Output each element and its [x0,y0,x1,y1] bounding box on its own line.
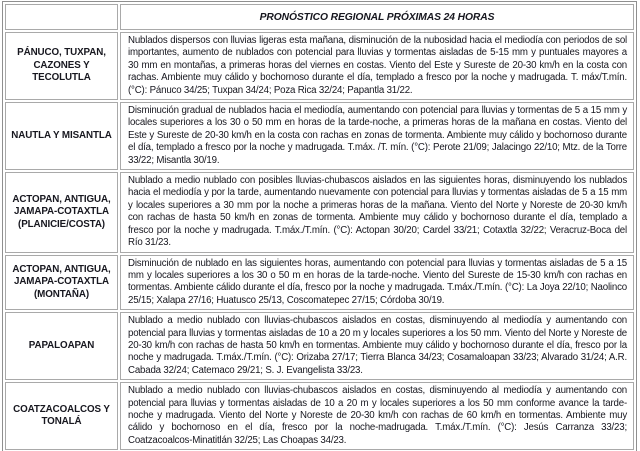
header-empty-cell [5,4,118,30]
region-cell-actopan-planicie: ACTOPAN, ANTIGUA, JAMAPA-COTAXTLA (PLANICIE/COSTA) [5,172,118,252]
region-cell-panuco: PÁNUCO, TUXPAN, CAZONES Y TECOLUTLA [5,32,118,100]
table-row [5,382,634,450]
table-row [5,102,634,170]
table-title: PRONÓSTICO REGIONAL PRÓXIMAS 24 HORAS [120,4,634,30]
regional-forecast-table [2,1,637,451]
region-cell-papaloapan: PAPALOAPAN [5,312,118,380]
region-cell-coatzacoalcos: COATZACOALCOS Y TONALÁ [5,382,118,450]
forecast-cell-papaloapan: Nublado a medio nublado con lluvias-chubascos aislados en costas, disminuyendo al mediodía y aumentando con potencial para lluvias y tormentas aisladas de 10 a 20 m y locales superiores a los 50 mm. Viento del Norte y Noreste de 20-30 km/h con rachas de hasta 50 km/h en tormentas. Ambiente muy cálido y bochornoso durante el día, fresco por la noche y madrugada. T.máx./T.mín. (°C): Orizaba 27/17; Tierra Blanca 34/23; Cosamaloapan 33/23; Alvarado 31/24; A.R. Cabada 32/24; Catemaco 29/21; S. J. Evangelista 33/23. [120,312,634,380]
table-row [5,255,634,311]
table-row [5,32,634,100]
forecast-cell-coatzacoalcos: Nublado a medio nublado con lluvias-chubascos aislados en costas, disminuyendo al mediodía y aumentando con potencial para lluvias y tormentas aisladas de 10 a 20 m y locales superiores a los 50 mm conforme avance la tarde-noche y madrugada. Viento del Norte y Noreste de 20-30 km/h con rachas de 60 km/h en tormentas. Ambiente muy cálido y bochornoso en el día, fresco por la noche-madrugada. T.máx./T.mín. (°C): Jesús Carranza 33/23; Coatzacoalcos-Minatitlán 32/25; Las Choapas 34/23. [120,382,634,450]
table-row [5,172,634,252]
region-cell-actopan-montana: ACTOPAN, ANTIGUA, JAMAPA-COTAXTLA (MONTAÑA) [5,255,118,311]
forecast-cell-nautla: Disminución gradual de nublados hacia el mediodía, aumentando con potencial para lluvias y tormentas de 5 a 15 mm y locales superiores a los 30 o 50 mm en horas de la tarde-noche, a primeras horas de la mañana en costas. Viento del Este y Sureste de 20-30 km/h en la costa con rachas en zonas de tormenta. Ambiente muy cálido y bochornoso durante el día, templado a fresco por la noche y madrugada. T.máx. /T. mín. (°C): Perote 21/09; Jalacingo 22/10; Mtz. de la Torre 33/22; Misantla 30/19. [120,102,634,170]
forecast-cell-actopan-montana: Disminución de nublado en las siguientes horas, aumentando con potencial para lluvias y tormentas aisladas de 5 a 15 mm y locales superiores a los 30 o 50 m en horas de la tarde-noche. Viento del Sureste de 15-30 km/h con rachas en tormentas. Ambiente cálido durante el día, fresco por la noche y madrugada. T.máx./T.mín. (°C): La Joya 22/10; Naolinco 25/15; Xalapa 27/16; Huatusco 25/13, Coscomatepec 27/15; Córdoba 30/19. [120,255,634,311]
forecast-cell-actopan-planicie: Nublado a medio nublado con posibles lluvias-chubascos aislados en las siguientes horas, disminuyendo los nublados hacia el mediodía y por la tarde, aumentando nuevamente con potencial para lluvias y tormentas aisladas de 5 a 15 mm y locales superiores a 30 mm por la noche a primeras horas de la mañana. Viento del Norte y Noreste de 20-30 km/h con rachas de hasta 50 km/h en zonas de tormenta. Ambiente muy cálido y bochornoso durante el día, templado a fresco por la noche y madrugada. T.máx./T.mín. (°C): Actopan 30/20; Cardel 33/21; Cotaxtla 32/22; Veracruz-Boca del Río 31/23. [120,172,634,252]
forecast-cell-panuco: Nublados dispersos con lluvias ligeras esta mañana, disminución de la nubosidad hacia el mediodía con periodos de sol importantes, aumento de nublados con potencial para lluvias y tormentas aisladas de 5-15 mm y puntuales mayores a 30 mm en montañas, a primeras horas del viernes en costas. Viento del Este y Sureste de 20-30 km/h en la costa con rachas. Ambiente muy cálido y bochornoso durante el día, templado a fresco por la noche y madrugada. T. máx/T.mín. (°C): Pánuco 34/25; Tuxpan 34/24; Poza Rica 32/24; Papantla 31/22. [120,32,634,100]
region-cell-nautla: NAUTLA Y MISANTLA [5,102,118,170]
table-row [5,312,634,380]
table-header-row [5,4,634,30]
